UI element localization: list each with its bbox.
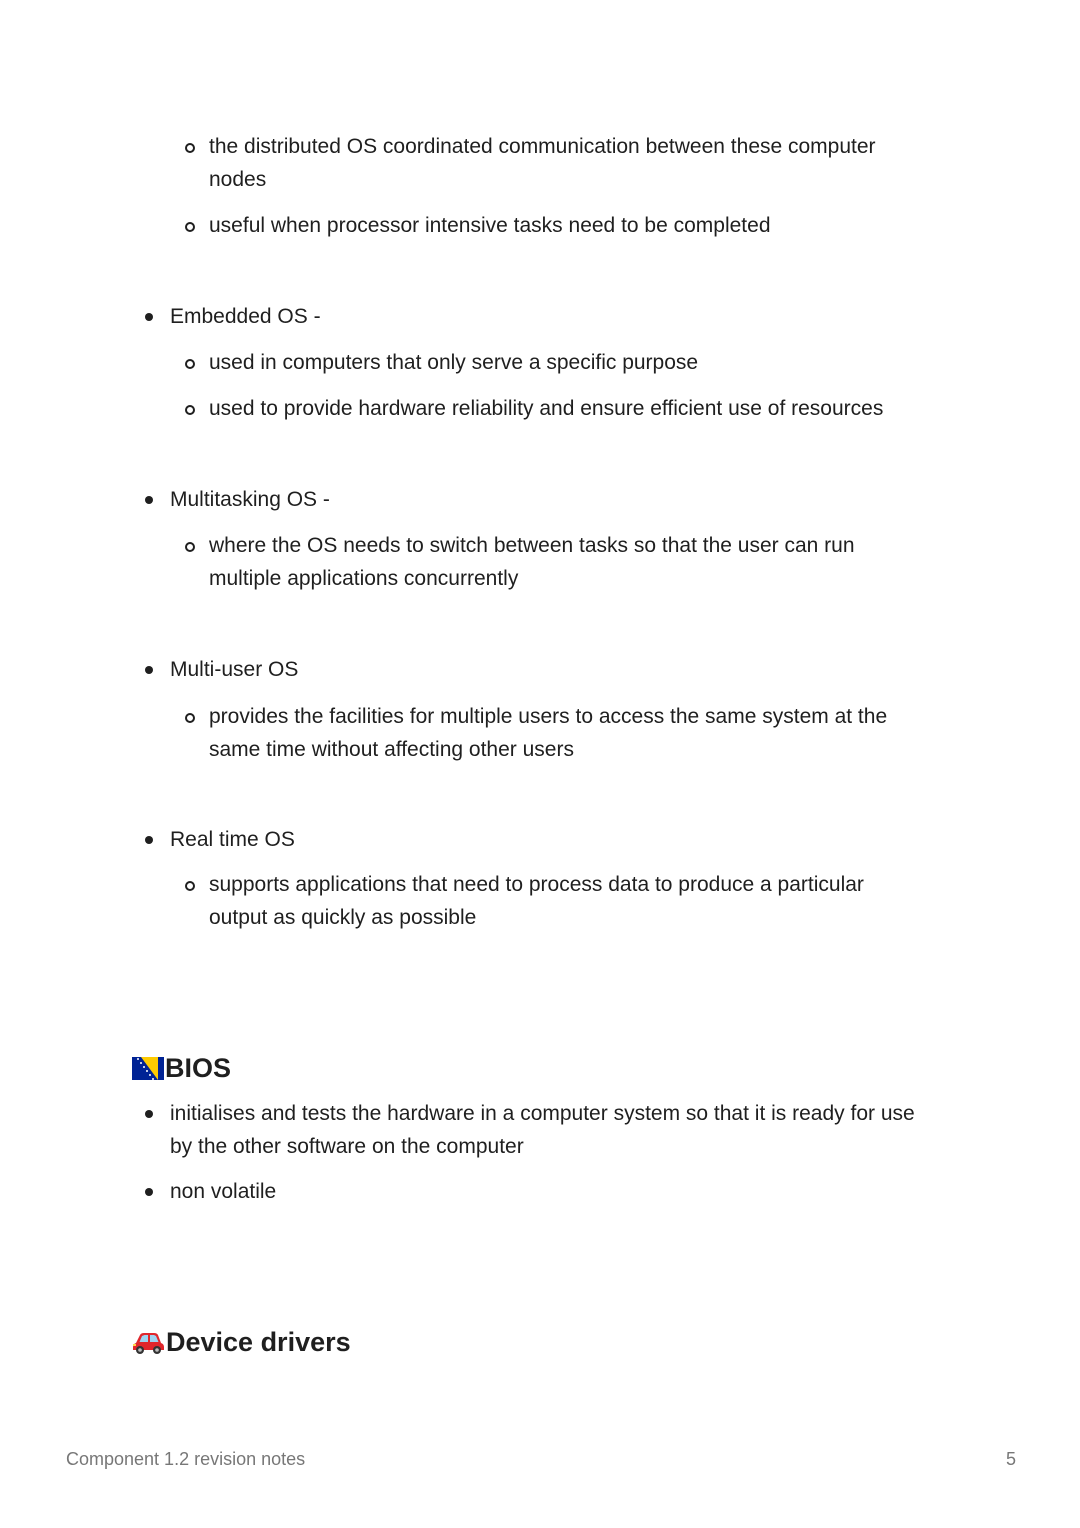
list-item-text: by the other software on the computer [170, 1135, 524, 1158]
list-item-text: where the OS needs to switch between tasks so that the user can run [209, 534, 855, 557]
bios-heading [132, 1051, 231, 1085]
sub-bullet [185, 881, 195, 891]
list-item-title: Embedded OS - [170, 305, 321, 328]
list-item-text: the distributed OS coordinated communication between these computer [209, 135, 876, 158]
list-item-text: multiple applications concurrently [209, 567, 519, 590]
list-item-title: Multi-user OS [170, 658, 299, 681]
sub-bullet [185, 143, 195, 153]
sub-bullet [185, 359, 195, 369]
list-item-text: used to provide hardware reliability and ensure efficient use of resources [209, 397, 884, 420]
car-icon [132, 1329, 165, 1355]
list-item-text: supports applications that need to process data to produce a particular [209, 873, 864, 896]
bios-heading-text: BIOS [165, 1053, 232, 1083]
footer-title: Component 1.2 revision notes [66, 1449, 306, 1469]
sub-bullet [185, 405, 195, 415]
sub-bullet [185, 222, 195, 232]
sub-bullet [185, 713, 195, 723]
list-item-text: nodes [209, 168, 267, 191]
list-item-text: useful when processor intensive tasks need to be completed [209, 214, 771, 237]
bullet [145, 666, 153, 674]
bullet [145, 496, 153, 504]
bosnia-flag-icon [132, 1057, 164, 1080]
list-item-title: Real time OS [170, 828, 295, 851]
list-item-text: provides the facilities for multiple users to access the same system at the [209, 705, 888, 728]
bullet [145, 1188, 153, 1196]
list-item-text: same time without affecting other users [209, 738, 574, 761]
bullet [145, 1110, 153, 1118]
list-item-text: used in computers that only serve a specific purpose [209, 351, 699, 374]
sub-bullet [185, 542, 195, 552]
device-drivers-heading-text: Device drivers [166, 1327, 351, 1357]
list-item-text: initialises and tests the hardware in a computer system so that it is ready for use [170, 1102, 915, 1125]
page-number: 5 [1005, 1449, 1016, 1469]
list-item-text: non volatile [170, 1180, 277, 1203]
bullet [145, 313, 153, 321]
device-drivers-heading [132, 1325, 351, 1359]
list-item-title: Multitasking OS - [170, 488, 330, 511]
bullet [145, 836, 153, 844]
list-item-text: output as quickly as possible [209, 906, 477, 929]
